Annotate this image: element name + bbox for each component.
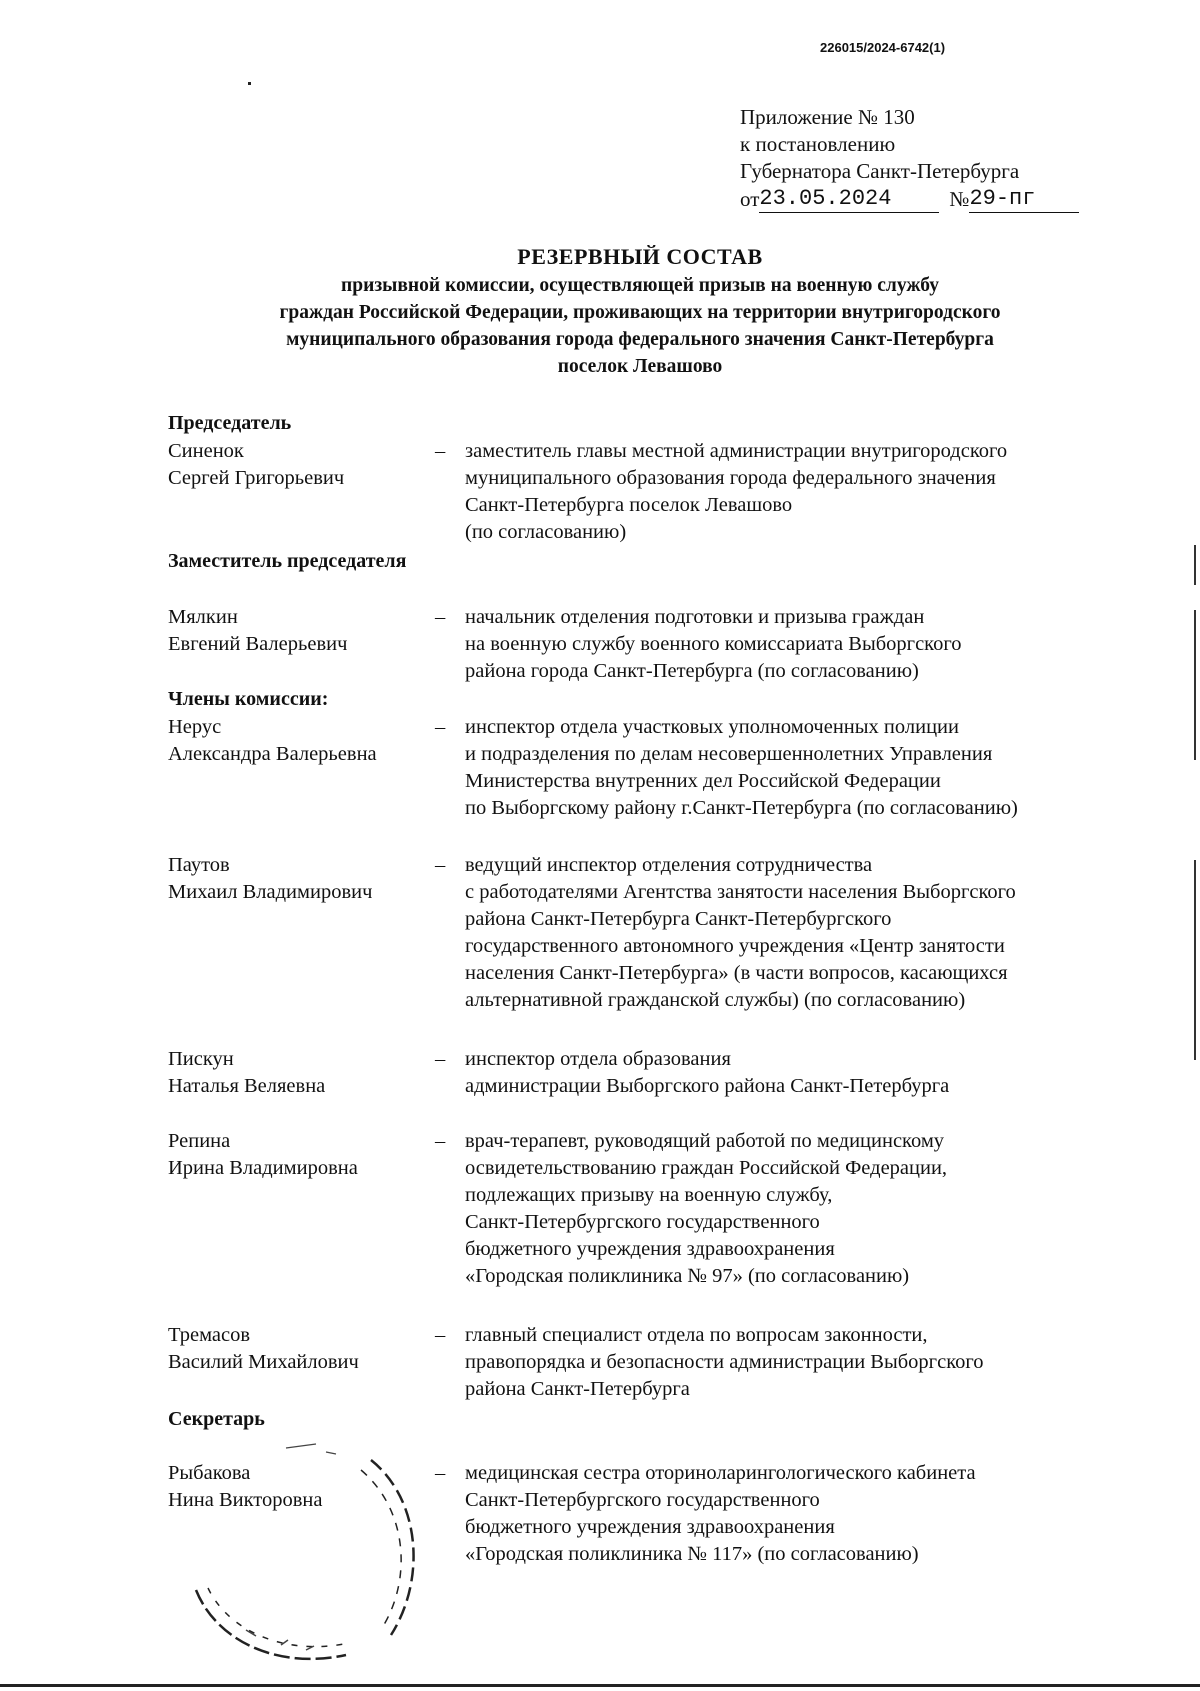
- document-id: 226015/2024-6742(1): [820, 40, 946, 55]
- member-position: [465, 852, 1200, 1014]
- position-line: государственного автономного учреждения «Центр занятости: [465, 935, 1005, 957]
- position-line: подлежащих призыву на военную службу,: [465, 1184, 833, 1206]
- member-position: [465, 438, 1200, 546]
- position-line: населения Санкт-Петербурга» (в части вопросов, касающихся: [465, 962, 1008, 984]
- position-line: инспектор отдела участковых уполномоченных полиции: [465, 716, 959, 738]
- member-surname: Тремасов: [168, 1324, 251, 1346]
- position-line: врач-терапевт, руководящий работой по медицинскому: [465, 1130, 945, 1152]
- appendix-line-3: Губернатора Санкт-Петербурга: [740, 159, 1020, 183]
- member-given-names: Василий Михайлович: [168, 1351, 359, 1373]
- position-line: заместитель главы местной администрации внутригородского: [465, 440, 1008, 462]
- position-line: начальник отделения подготовки и призыва граждан: [465, 606, 925, 628]
- subtitle-line: муниципального образования города федерального значения Санкт-Петербурга: [286, 329, 994, 350]
- position-line: муниципального образования города федерального значения: [465, 467, 996, 489]
- dash: –: [435, 1048, 446, 1070]
- member-name: [168, 604, 428, 658]
- member-position: [465, 1128, 1200, 1290]
- member-name: [168, 714, 428, 768]
- member-given-names: Наталья Веляевна: [168, 1075, 326, 1097]
- member-surname: Паутов: [168, 854, 230, 876]
- role-secretary: Секретарь: [168, 1408, 265, 1430]
- member-given-names: Ирина Владимировна: [168, 1157, 358, 1179]
- member-name: [168, 852, 428, 906]
- position-line: Санкт-Петербургского государственного: [465, 1211, 820, 1233]
- position-line: на военную службу военного комиссариата Выборгского: [465, 633, 962, 655]
- member-name: [168, 1128, 428, 1182]
- dash: –: [435, 1324, 446, 1346]
- member-name: [168, 438, 428, 492]
- dash: –: [435, 1130, 446, 1152]
- page-title: РЕЗЕРВНЫЙ СОСТАВ: [517, 244, 763, 269]
- position-line: медицинская сестра оториноларингологического кабинета: [465, 1462, 976, 1484]
- position-line: района города Санкт-Петербурга (по согласованию): [465, 660, 919, 682]
- subtitle-line: призывной комиссии, осуществляющей призыв на военную службу: [341, 275, 939, 296]
- position-line: «Городская поликлиника № 117» (по согласованию): [465, 1543, 919, 1565]
- member-given-names: Евгений Валерьевич: [168, 633, 348, 655]
- role-chairman: Председатель: [168, 412, 292, 434]
- position-line: освидетельствованию граждан Российской Федерации,: [465, 1157, 948, 1179]
- appendix-block: [740, 104, 1079, 213]
- position-line: Санкт-Петербургского государственного: [465, 1489, 820, 1511]
- dash: –: [435, 440, 446, 462]
- position-line: района Санкт-Петербурга Санкт-Петербургского: [465, 908, 892, 930]
- decree-date: 23.05.2024: [759, 185, 939, 213]
- scan-bottom-edge: [0, 1684, 1200, 1687]
- member-surname: Рыбакова: [168, 1462, 251, 1484]
- position-line: с работодателями Агентства занятости населения Выборгского: [465, 881, 1016, 903]
- appendix-line-1: Приложение № 130: [740, 105, 915, 129]
- position-line: Санкт-Петербурга поселок Левашово: [465, 494, 793, 516]
- scan-edge-mark: [1194, 545, 1196, 585]
- page-subtitle: [150, 272, 1130, 380]
- position-line: правопорядка и безопасности администрации Выборгского: [465, 1351, 984, 1373]
- appendix-line-2: к постановлению: [740, 132, 896, 156]
- member-surname: Нерус: [168, 716, 222, 738]
- role-members: Члены комиссии:: [168, 688, 329, 710]
- position-line: главный специалист отдела по вопросам законности,: [465, 1324, 928, 1346]
- dash: –: [435, 1462, 446, 1484]
- member-position: [465, 1322, 1200, 1403]
- role-deputy: Заместитель председателя: [168, 550, 407, 572]
- member-position: [465, 1046, 1200, 1100]
- position-line: района Санкт-Петербурга: [465, 1378, 690, 1400]
- decree-number: 29-пг: [969, 185, 1079, 213]
- subtitle-line: поселок Левашово: [557, 356, 723, 377]
- seal-stamp-icon: [186, 1440, 436, 1680]
- member-position: [465, 604, 1200, 685]
- member-surname: Репина: [168, 1130, 231, 1152]
- position-line: инспектор отдела образования: [465, 1048, 731, 1070]
- member-surname: Мялкин: [168, 606, 238, 628]
- from-label: от: [740, 187, 760, 211]
- member-given-names: Михаил Владимирович: [168, 881, 373, 903]
- member-given-names: Александра Валерьевна: [168, 743, 377, 765]
- position-line: ведущий инспектор отделения сотрудничества: [465, 854, 873, 876]
- member-name: [168, 1322, 428, 1376]
- position-line: Министерства внутренних дел Российской Федерации: [465, 770, 941, 792]
- member-surname: Синенок: [168, 440, 244, 462]
- position-line: альтернативной гражданской службы) (по согласованию): [465, 989, 966, 1011]
- dash: –: [435, 716, 446, 738]
- position-line: бюджетного учреждения здравоохранения: [465, 1516, 835, 1538]
- member-name: [168, 1046, 428, 1100]
- position-line: (по согласованию): [465, 521, 627, 543]
- appendix-date-line: [740, 185, 1079, 213]
- member-position: [465, 1460, 1200, 1568]
- position-line: по Выборгскому району г.Санкт-Петербурга (по согласованию): [465, 797, 1018, 819]
- scan-edge-mark: [1194, 860, 1196, 1060]
- position-line: «Городская поликлиника № 97» (по согласованию): [465, 1265, 910, 1287]
- speck: [248, 82, 251, 85]
- number-label: №: [949, 187, 970, 211]
- subtitle-line: граждан Российской Федерации, проживающих на территории внутригородского: [279, 302, 1001, 323]
- member-given-names: Сергей Григорьевич: [168, 467, 345, 489]
- dash: –: [435, 606, 446, 628]
- position-line: бюджетного учреждения здравоохранения: [465, 1238, 835, 1260]
- dash: –: [435, 854, 446, 876]
- position-line: и подразделения по делам несовершеннолетних Управления: [465, 743, 993, 765]
- member-given-names: Нина Викторовна: [168, 1489, 323, 1511]
- scan-edge-mark: [1194, 610, 1196, 760]
- position-line: администрации Выборгского района Санкт-Петербурга: [465, 1075, 950, 1097]
- member-position: [465, 714, 1200, 822]
- member-surname: Пискун: [168, 1048, 234, 1070]
